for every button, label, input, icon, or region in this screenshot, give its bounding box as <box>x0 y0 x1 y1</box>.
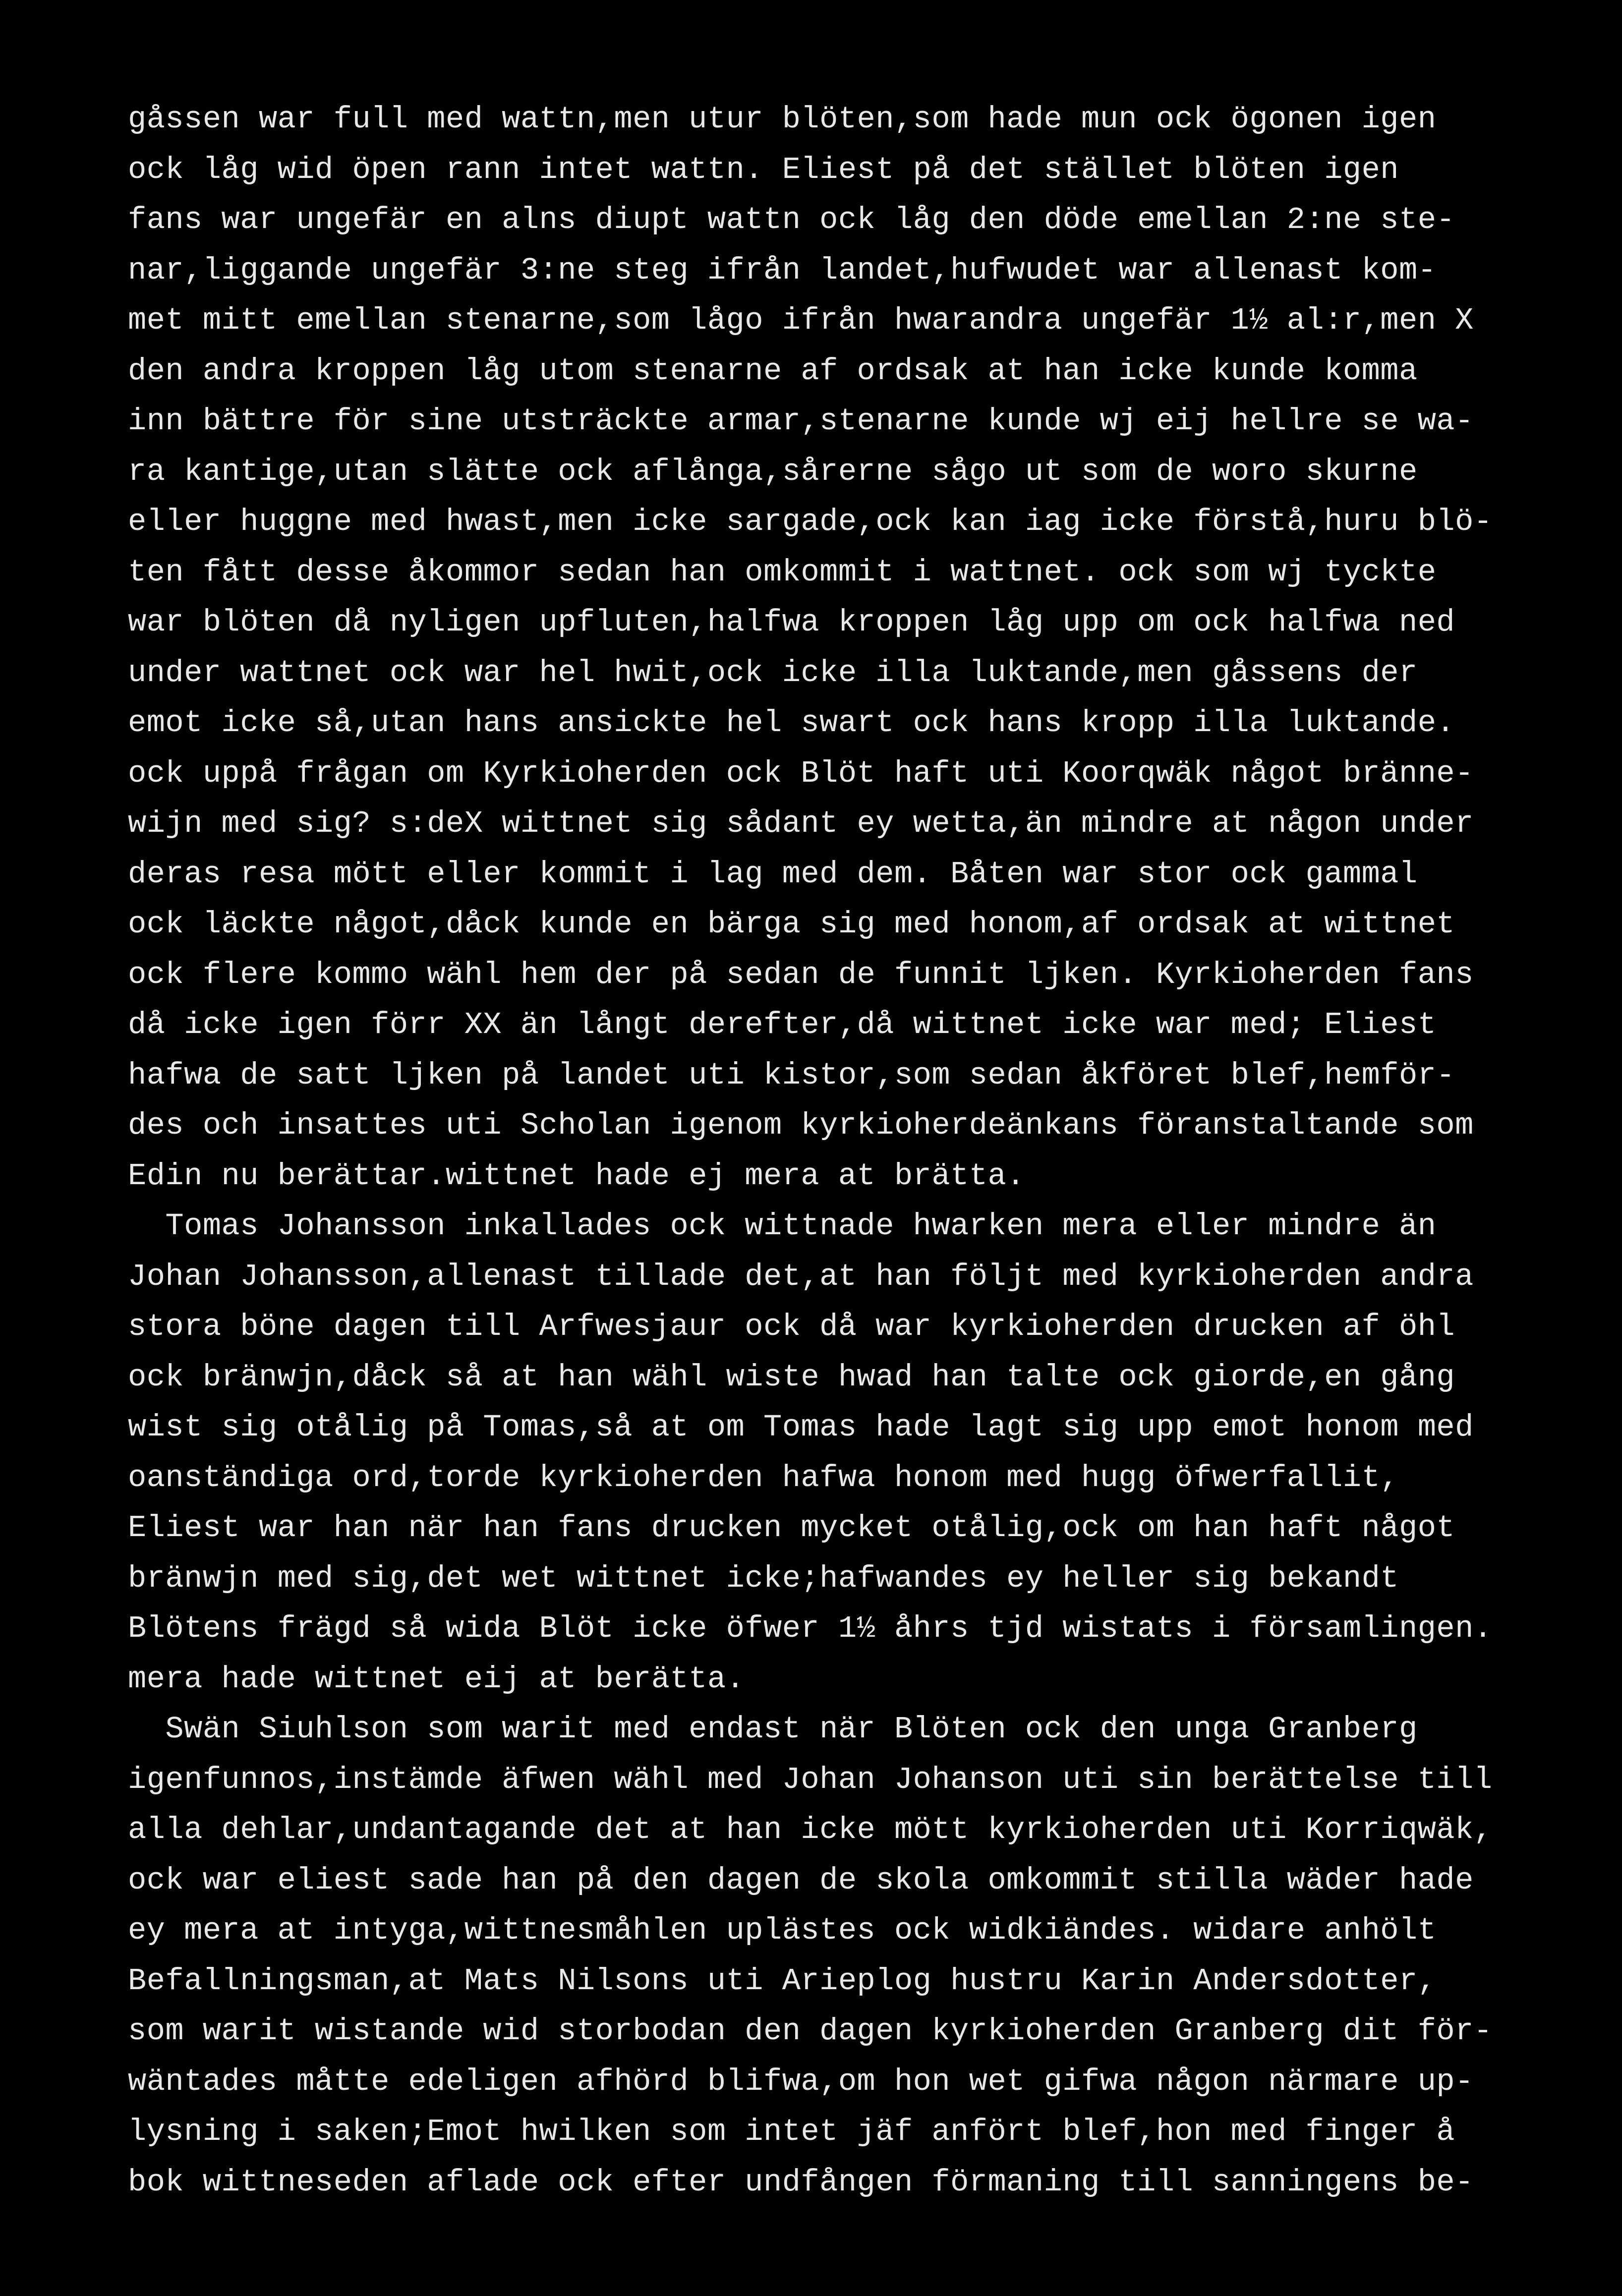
text-line: oanständiga ord,torde kyrkioherden hafwa honom med hugg öfwerfallit, <box>128 1460 1399 1495</box>
text-line: ock uppå frågan om Kyrkioherden ock Blöt haft uti Koorqwäk något bränne- <box>128 755 1474 791</box>
text-line: war blöten då nyligen upfluten,halfwa kroppen låg upp om ock halfwa ned <box>128 605 1455 640</box>
text-line: gåssen war full med wattn,men utur blöten,som hade mun ock ögonen igen <box>128 102 1437 137</box>
text-line: lysning i saken;Emot hwilken som intet jäf anfört blef,hon med finger å <box>128 2114 1455 2149</box>
text-line: fans war ungefär en alns diupt wattn ock låg den döde emellan 2:ne ste- <box>128 202 1455 237</box>
text-line: Edin nu berättar.wittnet hade ej mera at brätta. <box>128 1158 1025 1194</box>
text-line: Swän Siuhlson som warit med endast när Blöten ock den unga Granberg <box>128 1712 1418 1747</box>
text-line: Befallningsman,at Mats Nilsons uti Arieplog hustru Karin Andersdotter, <box>128 1963 1437 1999</box>
text-line: emot icke så,utan hans ansickte hel swart ock hans kropp illa luktande. <box>128 705 1455 741</box>
text-line: wist sig otålig på Tomas,så at om Tomas hade lagt sig upp emot honom med <box>128 1410 1474 1445</box>
text-line: igenfunnos,instämde äfwen wähl med Johan Johanson uti sin berättelse till <box>128 1762 1493 1797</box>
text-line: hafwa de satt ljken på landet uti kistor,som sedan åkföret blef,hemför- <box>128 1057 1455 1093</box>
text-line: bränwjn med sig,det wet wittnet icke;hafwandes ey heller sig bekandt <box>128 1560 1399 1596</box>
text-line: ock war eliest sade han på den dagen de skola omkommit stilla wäder hade <box>128 1862 1474 1898</box>
text-line: som warit wistande wid storbodan den dagen kyrkioherden Granberg dit för- <box>128 2013 1493 2049</box>
text-line: met mitt emellan stenarne,som lågo ifrån hwarandra ungefär 1½ al:r,men X <box>128 303 1474 338</box>
text-line: då icke igen förr XX än långt derefter,då wittnet icke war med; Eliest <box>128 1007 1437 1042</box>
text-line: ey mera at intyga,wittnesmåhlen uplästes ock widkiändes. widare anhölt <box>128 1913 1437 1948</box>
text-line: inn bättre för sine utsträckte armar,stenarne kunde wj eij hellre se wa- <box>128 403 1474 439</box>
text-line: ock flere kommo wähl hem der på sedan de funnit ljken. Kyrkioherden fans <box>128 957 1474 992</box>
text-line: den andra kroppen låg utom stenarne af ordsak at han icke kunde komma <box>128 353 1418 389</box>
text-line: ten fått desse åkommor sedan han omkommit i wattnet. ock som wj tyckte <box>128 554 1437 590</box>
text-line: ock bränwjn,dåck så at han wähl wiste hwad han talte ock giorde,en gång <box>128 1359 1455 1395</box>
text-line: des och insattes uti Scholan igenom kyrkioherdeänkans föranstaltande som <box>128 1108 1474 1143</box>
text-line: nar,liggande ungefär 3:ne steg ifrån landet,hufwudet war allenast kom- <box>128 252 1437 288</box>
typewritten-text-block <box>128 94 1585 2207</box>
text-line: ock läckte något,dåck kunde en bärga sig med honom,af ordsak at wittnet <box>128 907 1455 942</box>
text-line: eller huggne med hwast,men icke sargade,ock kan iag icke förstå,huru blö- <box>128 504 1493 539</box>
text-line: Johan Johansson,allenast tillade det,at han följt med kyrkioherden andra <box>128 1259 1474 1294</box>
text-line: ra kantige,utan slätte ock aflånga,sårerne sågo ut som de woro skurne <box>128 454 1418 489</box>
text-line: Tomas Johansson inkallades ock wittnade hwarken mera eller mindre än <box>128 1208 1437 1244</box>
text-line: bok wittneseden aflade ock efter undfången förmaning till sanningens be- <box>128 2164 1474 2200</box>
text-line: Eliest war han när han fans drucken mycket otålig,ock om han haft något <box>128 1510 1455 1546</box>
text-line: stora böne dagen till Arfwesjaur ock då war kyrkioherden drucken af öhl <box>128 1309 1455 1344</box>
text-line: under wattnet ock war hel hwit,ock icke illa luktande,men gåssens der <box>128 655 1418 690</box>
text-line: alla dehlar,undantagande det at han icke mött kyrkioherden uti Korriqwäk, <box>128 1812 1493 1847</box>
text-line: wäntades måtte edeligen afhörd blifwa,om hon wet gifwa någon närmare up- <box>128 2064 1474 2099</box>
text-line: mera hade wittnet eij at berätta. <box>128 1661 745 1697</box>
text-line: ock låg wid öpen rann intet wattn. Eliest på det stället blöten igen <box>128 152 1399 187</box>
text-line: deras resa mött eller kommit i lag med dem. Båten war stor ock gammal <box>128 856 1418 892</box>
text-line: wijn med sig? s:deX wittnet sig sådant ey wetta,än mindre at någon under <box>128 806 1474 841</box>
text-line: Blötens frägd så wida Blöt icke öfwer 1½ åhrs tjd wistats i församlingen. <box>128 1611 1493 1646</box>
